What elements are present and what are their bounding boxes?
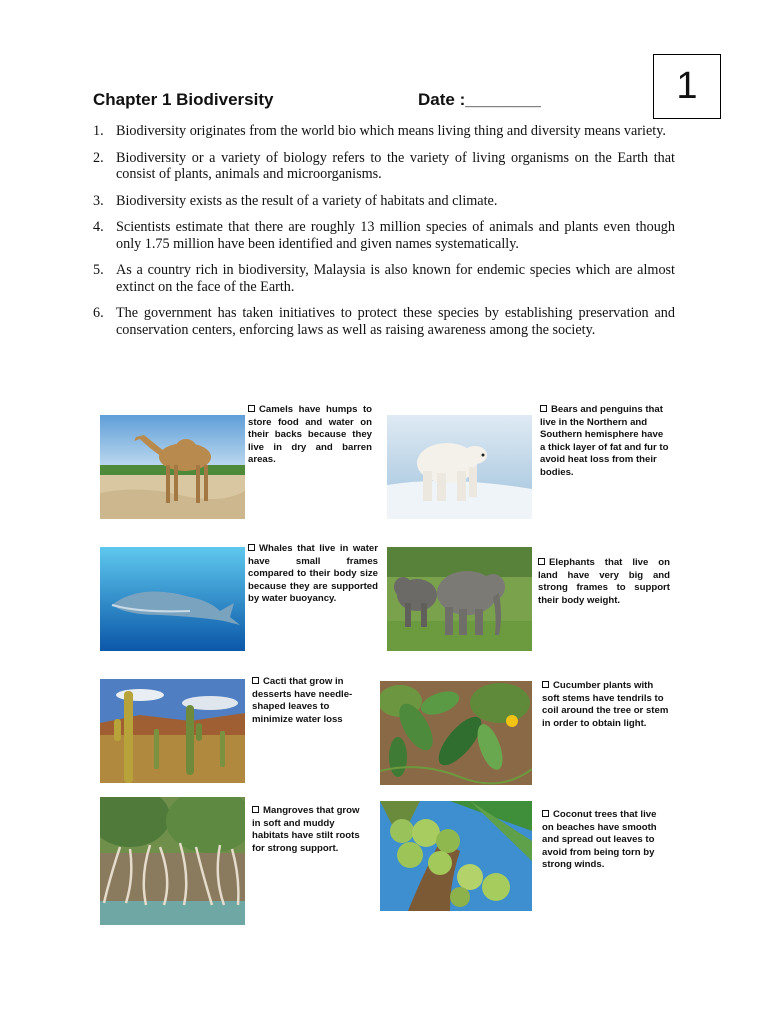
checkbox-bullet-icon bbox=[542, 681, 549, 688]
polar-bear-photo bbox=[387, 415, 532, 519]
note-text: As a country rich in biodiversity, Malaysia is also known for endemic species which are almost extinct on the face of the Earth. bbox=[116, 262, 675, 295]
elephant-caption: Elephants that live on land have very big and strong frames to support their body weight. bbox=[538, 557, 670, 606]
note-text: Scientists estimate that there are roughly 13 million species of animals and plants even though only 1.75 million have been identified and given names systematically. bbox=[116, 219, 675, 252]
checkbox-bullet-icon bbox=[248, 405, 255, 412]
camel-photo bbox=[100, 415, 245, 519]
note-item bbox=[93, 305, 675, 338]
camel-caption: Camels have humps to store food and water on their backs because they live in dry and barren areas. bbox=[248, 404, 372, 466]
note-text: The government has taken initiatives to protect these species by establishing preservation and conservation centers, enforcing laws as well as raising awareness among the society. bbox=[116, 305, 675, 338]
coconut-caption: Coconut trees that live on beaches have smooth and spread out leaves to avoid from being torn by strong winds. bbox=[542, 809, 657, 871]
note-item bbox=[93, 262, 675, 295]
checkbox-bullet-icon bbox=[252, 677, 259, 684]
note-number: 6. bbox=[93, 305, 104, 321]
cactus-photo bbox=[100, 679, 245, 783]
note-number: 5. bbox=[93, 262, 104, 278]
note-text: Biodiversity originates from the world bio which means living thing and diversity means variety. bbox=[116, 123, 666, 139]
note-number: 2. bbox=[93, 149, 104, 166]
note-text: Biodiversity exists as the result of a variety of habitats and climate. bbox=[116, 192, 498, 209]
date-field: Date :________ bbox=[418, 90, 541, 109]
whale-caption: Whales that live in water have small frames compared to their body size because they are supported by water buoyancy. bbox=[248, 543, 378, 605]
note-item bbox=[93, 123, 675, 140]
checkbox-bullet-icon bbox=[540, 405, 547, 412]
checkbox-bullet-icon bbox=[542, 810, 549, 817]
page-number-box bbox=[653, 54, 721, 119]
note-number: 4. bbox=[93, 219, 104, 235]
bear-caption: Bears and penguins that live in the Northern and Southern hemisphere have a thick layer of fat and fur to avoid heat loss from their bodies. bbox=[540, 404, 669, 478]
note-item bbox=[93, 193, 675, 210]
mangrove-photo bbox=[100, 797, 245, 925]
note-number: 3. bbox=[93, 192, 104, 209]
whale-photo bbox=[100, 547, 245, 651]
note-item bbox=[93, 219, 675, 252]
note-item bbox=[93, 150, 675, 183]
cucumber-photo bbox=[380, 681, 532, 785]
cucumber-caption: Cucumber plants with soft stems have tendrils to coil around the tree or stem in order to obtain light. bbox=[542, 680, 669, 729]
page-number: 1 bbox=[676, 65, 698, 107]
checkbox-bullet-icon bbox=[538, 558, 545, 565]
elephant-photo bbox=[387, 547, 532, 651]
worksheet-header bbox=[93, 90, 653, 114]
mangrove-caption: Mangroves that grow in soft and muddy habitats have stilt roots for strong support. bbox=[252, 805, 360, 854]
checkbox-bullet-icon bbox=[248, 544, 255, 551]
note-number: 1. bbox=[93, 123, 104, 139]
chapter-title: Chapter 1 Biodiversity bbox=[93, 90, 274, 109]
notes-list bbox=[93, 123, 675, 348]
note-text: Biodiversity or a variety of biology refers to the variety of living organisms on the Earth that consist of plants, animals and microorganisms. bbox=[116, 149, 675, 182]
coconut-photo bbox=[380, 801, 532, 911]
cactus-caption: Cacti that grow in desserts have needle-shaped leaves to minimize water loss bbox=[252, 676, 353, 725]
checkbox-bullet-icon bbox=[252, 806, 259, 813]
